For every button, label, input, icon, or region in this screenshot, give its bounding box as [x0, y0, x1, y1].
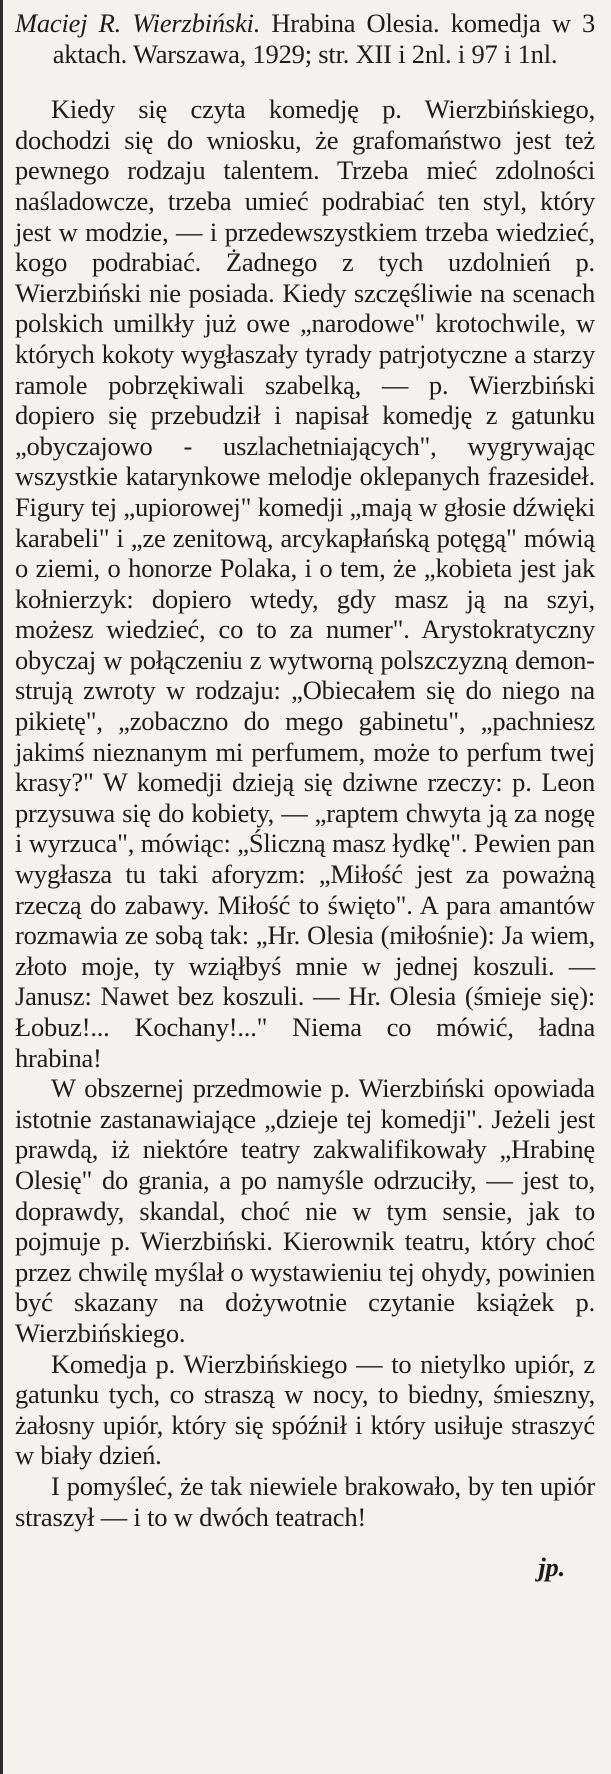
review-paragraph: Kiedy się czyta komedję p. Wierzbińskiego, dochodzi się do wniosku, że grafomaństwo jest też pewnego rodzaju talentem. Trzeba mieć zdolności naśladowcze, trzeba umieć podrabiać ten styl, który jest w modzie, — i przedewszystkiem trzeba wiedzieć, kogo podrabiać. Żadnego z tych uzdolnień p. Wierzbiński nie posiada. Kiedy szczęśliwie na scenach polskich umilkły już owe „narodowe" krotochwile, w których kokoty wygłaszały tyrady patrjotyczne a starzy ramole pobrzękiwali szabelką, — p. Wierzbiński dopiero się przebudził i napisał komedję z gatunku „obyczajowo - uszlachetniających", wygrywając wszystkie katarynkowe melodje oklepanych frazesideł. Figury tej „upiorowej" komedji „mają w głosie dźwięki karabeli" i „ze zenitową, arcykapłańską potęgą" mówią o ziemi, o honorze Polaka, i o tem, że „kobieta jest jak kołnierzyk: dopiero wtedy, gdy masz ją na szyi, możesz wiedzieć, co to za numer". Arystokratyczny obyczaj w połączeniu z wytworną polszczyzną demonstrują zwroty w rodzaju: „Obiecałem się do niego na pikietę", „zobaczno do mego gabinetu", „pachniesz jakimś nieznanym mi perfumem, może to perfum twej krasy?" W komedji dzieją się dziwne rzeczy: p. Leon przysuwa się do kobiety, — „raptem chwyta ją za nogę i wyrzuca", mówiąc: „Śliczną masz łydkę". Pewien pan wygłasza tu taki aforyzm: „Miłość jest za poważną rzeczą do zabawy. Miłość to święto". A para amantów rozmawia ze sobą tak: „Hr. Olesia (miłośnie): Ja wiem, złoto moje, ty wziąłbyś mnie w jednej koszuli. — Janusz: Nawet bez koszuli. — Hr. Olesia (śmieje się): Łobuz!... Kochany!..." Niema co mówić, ładna hrabina! — [15, 94, 595, 1073]
review-article — [15, 8, 595, 1583]
column-rule — [0, 0, 3, 1774]
bibliographic-header — [15, 8, 595, 69]
review-paragraph: Komedja p. Wierzbińskiego — to nietylko upiór, z gatunku tych, co straszą w nocy, to biedny, śmieszny, żałosny upiór, który się spóźnił i który usiłuje straszyć w biały dzień. — [15, 1348, 595, 1471]
review-paragraph: W obszernej przedmowie p. Wierzbiński opowiada istotnie zastanawiające „dzieje tej komedji". Jeżeli jest prawdą, iż niektóre teatry zakwalifikowały „Hrabinę Olesię" do grania, a po namyśle odrzuciły, — jest to, doprawdy, skandal, choć nie w tym sensie, jak to pojmuje p. Wierzbiński. Kierownik teatru, który choć przez chwilę myślał o wystawieniu tej ohydy, powinien być skazany na dożywotnie czytanie książek p. Wierzbińskiego. — [15, 1073, 595, 1348]
author-name: Maciej R. Wierzbiński. — [15, 8, 261, 38]
review-paragraph: I pomyśleć, że tak niewiele brakowało, by ten upiór straszył — i to w dwóch teatrach! — [15, 1470, 595, 1532]
book-citation: Hrabina Olesia. komedja w 3 aktach. Warszawa, 1929; str. XII i 2nl. i 97 i 1nl. — [52, 8, 595, 69]
author-signature: jp. — [538, 1552, 565, 1583]
